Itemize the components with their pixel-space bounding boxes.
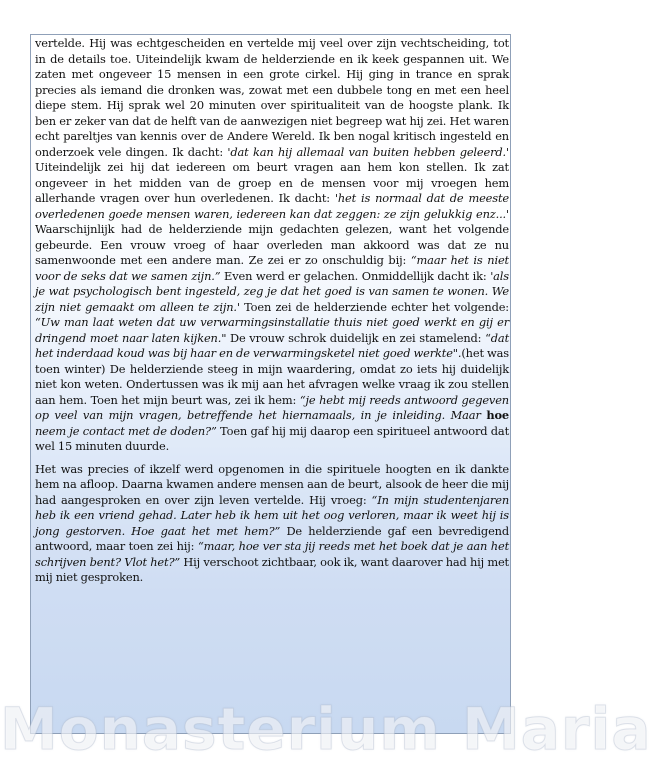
paragraph-2 bbox=[35, 462, 509, 586]
text-run: Het was precies of ikzelf werd opgenomen in die spirituele hoogten en ik dankte hem na afloop. Daarna kwamen andere mensen aan de beurt, alsook de heer die mij had aangesproken en over zijn leven vertelde. Hij vroeg: bbox=[35, 461, 509, 507]
bold-text: hoe bbox=[486, 408, 509, 422]
text-run: Toen zei de helderziende echter het volgende: bbox=[239, 299, 509, 314]
text-run: De helderziende gaf een bevredigend antwoord, maar toen zei hij: bbox=[35, 523, 509, 553]
text-run: Even werd er gelachen. Onmiddellijk dacht ik: bbox=[220, 268, 491, 283]
italic-text: “Uw man laat weten dat uw verwarmingsinstallatie thuis niet goed werkt en gij er dringend moet naar laten kijken." bbox=[35, 315, 509, 345]
text-run: Waarschijnlijk had de helderziende mijn gedachten gelezen, want het volgende gebeurde. Een vrouw vroeg of haar overleden man akkoord was dat ze nu samenwoonde met een andere man. Ze zei er zo onschuldig bij: bbox=[35, 222, 509, 267]
paragraph-1 bbox=[35, 36, 509, 455]
text-run: (het was toen winter) De helderziende steeg in mijn waardering, omdat zo iets hij duidelijk niet kon weten. Ondertussen was ik mij aan het afvragen welke vraag ik zou stellen aan hem. Toen het mijn beurt was, zei ik hem: bbox=[35, 346, 509, 407]
italic-text: neem je contact met de doden?” bbox=[35, 423, 217, 438]
italic-text: dat het inderdaad koud was bij haar en de verwarmingsketel niet goed werkte". bbox=[35, 330, 509, 360]
text-run: Uiteindelijk zei hij dat iedereen om beurt vragen aan hem kon stellen. Ik zat ongeveer in het midden van de groep en de mensen voor mij vroegen hem allerhande vragen over hun overledenen. Ik dacht: bbox=[35, 160, 509, 205]
italic-text: “maar het is niet voor de seks dat we samen zijn.” bbox=[35, 253, 509, 283]
italic-text: 'het is normaal dat de meeste overledenen goede mensen waren, iedereen kan dat zeggen: ze zijn gelukkig enz...' bbox=[35, 191, 509, 221]
italic-text: “je hebt mij reeds antwoord gegeven op veel van mijn vragen, betreffende het hiernamaals, in je inleiding. Maar bbox=[35, 392, 509, 422]
italic-text: “maar, hoe ver sta jij reeds met het boek dat je aan het schrijven bent? Vlot het?” bbox=[35, 539, 509, 569]
text-run: Hij verschoot zichtbaar, ook ik, want daarover had hij met mij niet gesproken. bbox=[35, 554, 509, 584]
text-run: De vrouw schrok duidelijk en zei stamelend: “ bbox=[226, 330, 491, 345]
document-body bbox=[35, 36, 509, 586]
text-run: Toen gaf hij mij daarop een spiritueel antwoord dat wel 15 minuten duurde. bbox=[35, 423, 510, 453]
watermark: Monasterium Maria bbox=[0, 695, 651, 763]
text-run: vertelde. Hij was echtgescheiden en vertelde mij veel over zijn vechtscheiding, tot in de details toe. Uiteindelijk kwam de helderziende en ik keek gespannen uit. We zaten met ongeveer 15 mensen in een grote cirkel. Hij ging in trance en sprak precies als iemand die dronken was, zowat met een dubbele tong en met een heel diepe stem. Hij sprak wel 20 minuten over spiritualiteit van de hoogste plank. Ik ben er zeker van dat de helft van de aanwezigen niet begreep wat hij zei. Het waren echt pareltjes van kennis over de Andere Wereld. Ik ben nogal kritisch ingesteld en onderzoek vele dingen. Ik dacht: bbox=[35, 36, 509, 159]
italic-text: 'dat kan hij allemaal van buiten hebben geleerd.' bbox=[227, 144, 509, 159]
italic-text: “In mijn studentenjaren heb ik een vriend gehad. Later heb ik hem uit het oog verloren, maar ik weet hij is jong gestorven. Hoe gaat het met hem?” bbox=[35, 492, 510, 538]
italic-text: 'als je wat psychologisch bent ingesteld, zeg je dat het goed is van samen te wonen. We zijn niet gemaakt om alleen te zijn.' bbox=[35, 268, 509, 314]
